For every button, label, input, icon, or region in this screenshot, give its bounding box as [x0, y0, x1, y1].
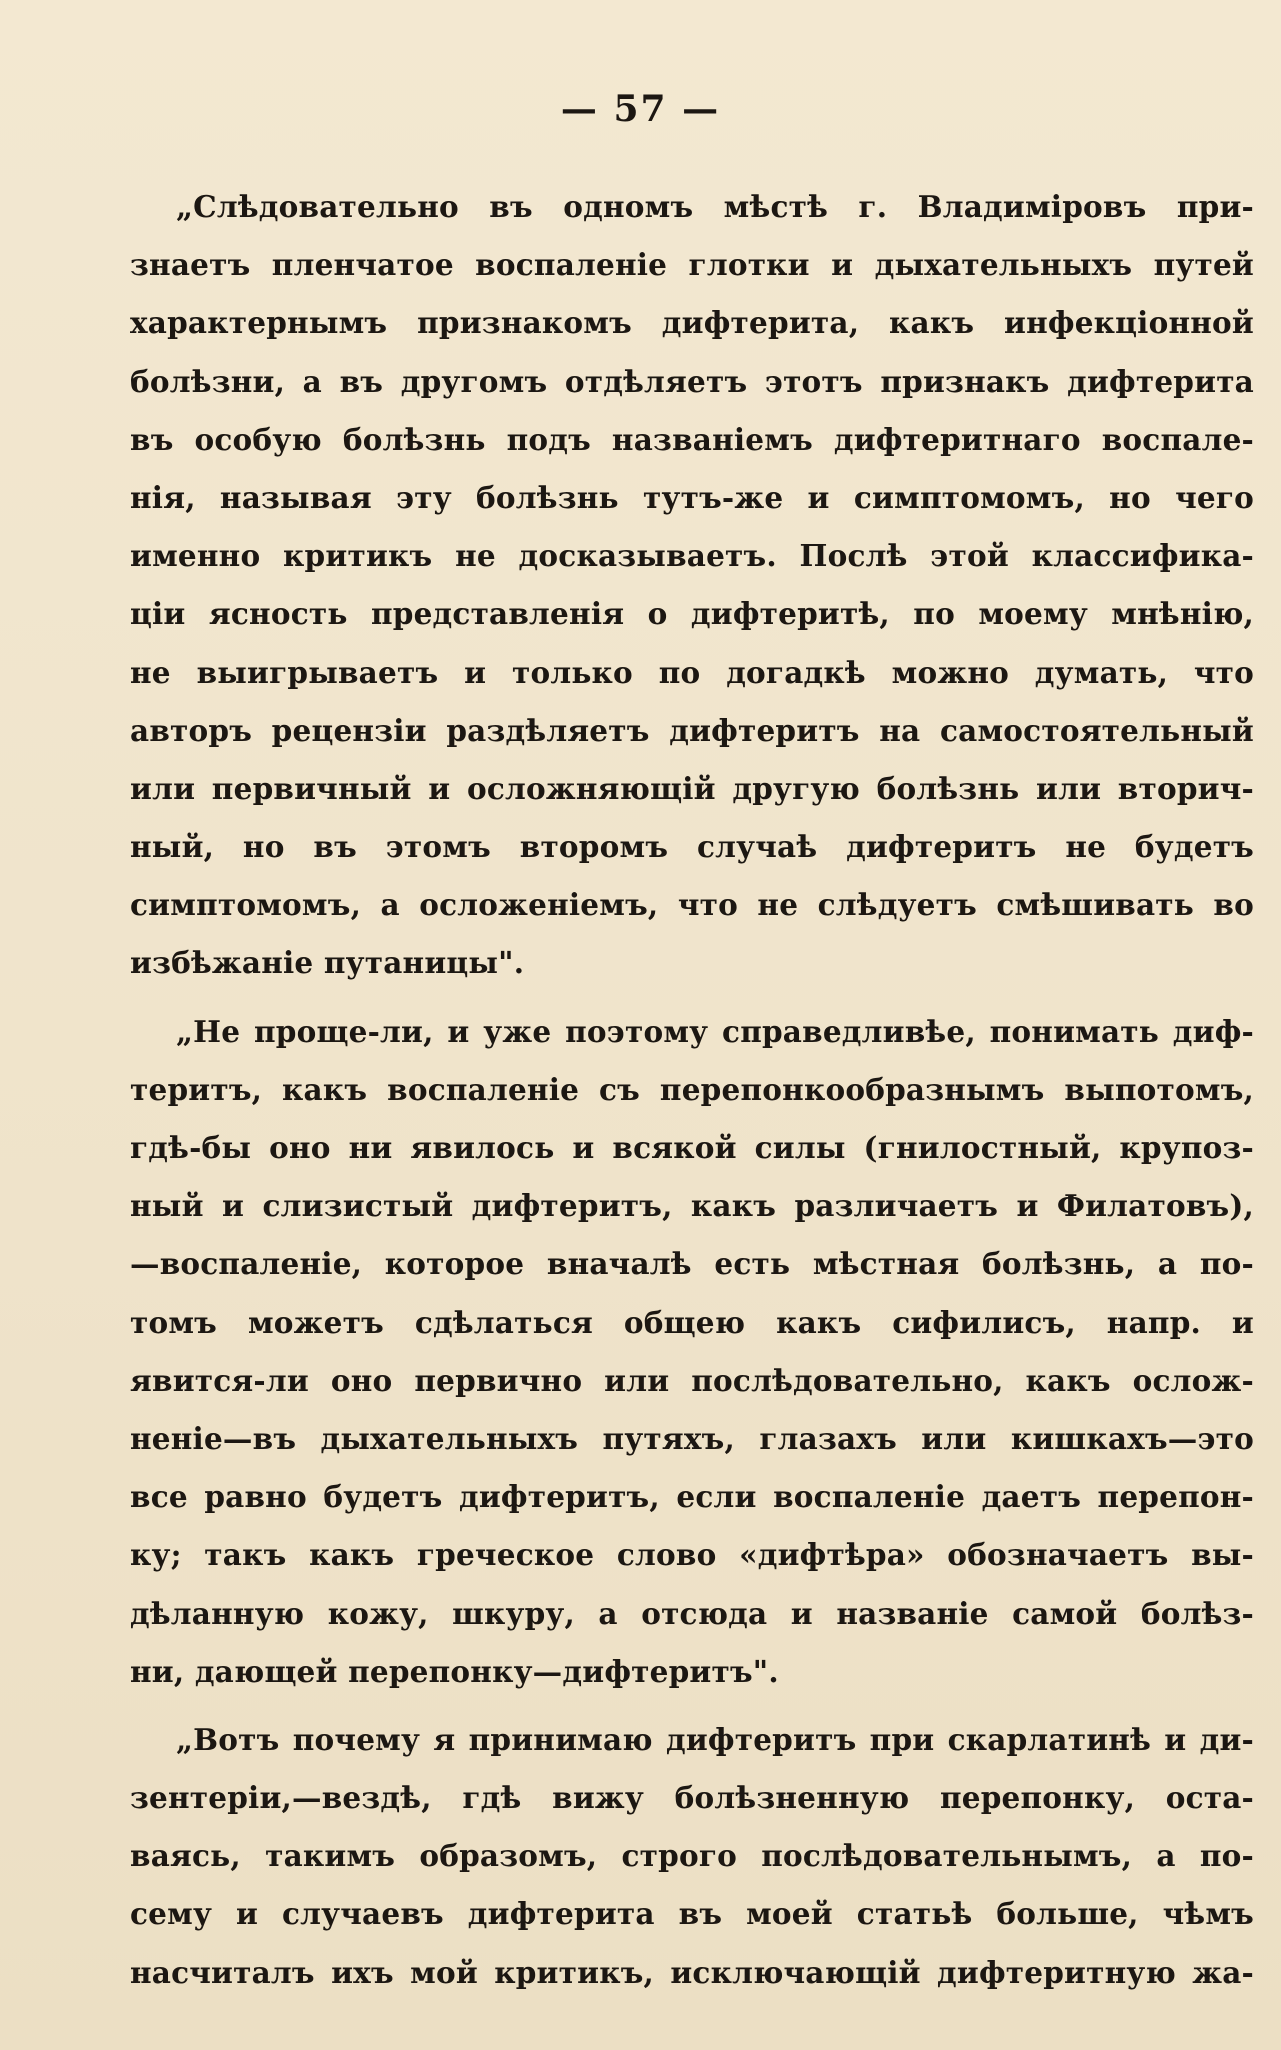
text-line: именно критикъ не досказываетъ. Послѣ этой классифика-: [130, 538, 1254, 574]
text-line: гдѣ-бы оно ни явилось и всякой силы (гнилостный, крупоз-: [130, 1130, 1254, 1165]
text-line: знаетъ пленчатое воспаленіе глотки и дыхательныхъ путей: [130, 247, 1254, 283]
text-line: явится-ли оно первично или послѣдовательно, какъ ослож-: [130, 1362, 1254, 1398]
text-line: или первичный и осложняющій другую болѣзнь или вторич-: [130, 770, 1254, 806]
paragraph-spacer: [130, 993, 1254, 1003]
text-line: ный и слизистый дифтеритъ, какъ различаетъ и Филатовъ),: [130, 1188, 1254, 1224]
text-line: „Не проще-ли, и уже поэтому справедливѣе, понимать диф-: [176, 1013, 1254, 1049]
text-line: характернымъ признакомъ дифтерита, какъ инфекціонной: [130, 305, 1254, 341]
text-line: „Слѣдовательно въ одномъ мѣстѣ г. Владимiровъ при-: [176, 189, 1254, 224]
text-line: неніе—въ дыхательныхъ путяхъ, глазахъ или кишкахъ—это: [130, 1420, 1254, 1456]
text-line: „Вотъ почему я принимаю дифтеритъ при скарлатинѣ и ди-: [176, 1721, 1254, 1757]
text-line: симптомомъ, а осложеніемъ, что не слѣдуетъ смѣшивать во: [130, 887, 1254, 923]
text-line: томъ можетъ сдѣлаться общею какъ сифилисъ, напр. и: [130, 1304, 1254, 1340]
paragraph-1: [130, 178, 1254, 993]
text-line: не выигрываетъ и только по догадкѣ можно думать, что: [130, 654, 1254, 690]
text-line: болѣзни, а въ другомъ отдѣляетъ этотъ признакъ дифтерита: [130, 363, 1254, 399]
text-line: дѣланную кожу, шкуру, а отсюда и названіе самой болѣз-: [130, 1595, 1254, 1631]
text-line: теритъ, какъ воспаленіе съ перепонкообразнымъ выпотомъ,: [130, 1071, 1254, 1107]
text-line: —воспаленіе, которое вначалѣ есть мѣстная болѣзнь, а по-: [130, 1246, 1254, 1282]
text-line: ціи ясность представленія о дифтеритѣ, по моему мнѣнію,: [130, 596, 1254, 632]
text-line: авторъ рецензіи раздѣляетъ дифтеритъ на самостоятельный: [130, 712, 1254, 748]
text-line: нія, называя эту болѣзнь тутъ-же и симптомомъ, но чего: [130, 479, 1254, 515]
text-line: въ особую болѣзнь подъ названіемъ дифтеритнаго воспале-: [130, 421, 1254, 457]
page-text: [130, 178, 1254, 2002]
paragraph-spacer: [130, 1701, 1254, 1711]
text-line: зентеріи,—вездѣ, гдѣ вижу болѣзненную перепонку, оста-: [130, 1780, 1254, 1816]
paragraph-3: [130, 1711, 1254, 2002]
text-line: ваясь, такимъ образомъ, строго послѣдовательнымъ, а по-: [130, 1838, 1254, 1874]
page-number: — 57 —: [560, 88, 721, 130]
text-line: насчиталъ ихъ мой критикъ, исключающій дифтеритную жа-: [130, 1954, 1254, 1990]
text-line: ни, дающей перепонку—дифтеритъ".: [130, 1653, 779, 1689]
text-line: избѣжаніе путаницы".: [130, 945, 525, 981]
text-line: ку; такъ какъ греческое слово «дифтѣра» обозначаетъ вы-: [130, 1537, 1254, 1573]
paragraph-2: [130, 1003, 1254, 1701]
text-line: все равно будетъ дифтеритъ, если воспаленіе даетъ перепон-: [130, 1479, 1254, 1515]
text-line: сему и случаевъ дифтерита въ моей статьѣ больше, чѣмъ: [130, 1896, 1254, 1932]
text-line: ный, но въ этомъ второмъ случаѣ дифтеритъ не будетъ: [130, 829, 1254, 865]
